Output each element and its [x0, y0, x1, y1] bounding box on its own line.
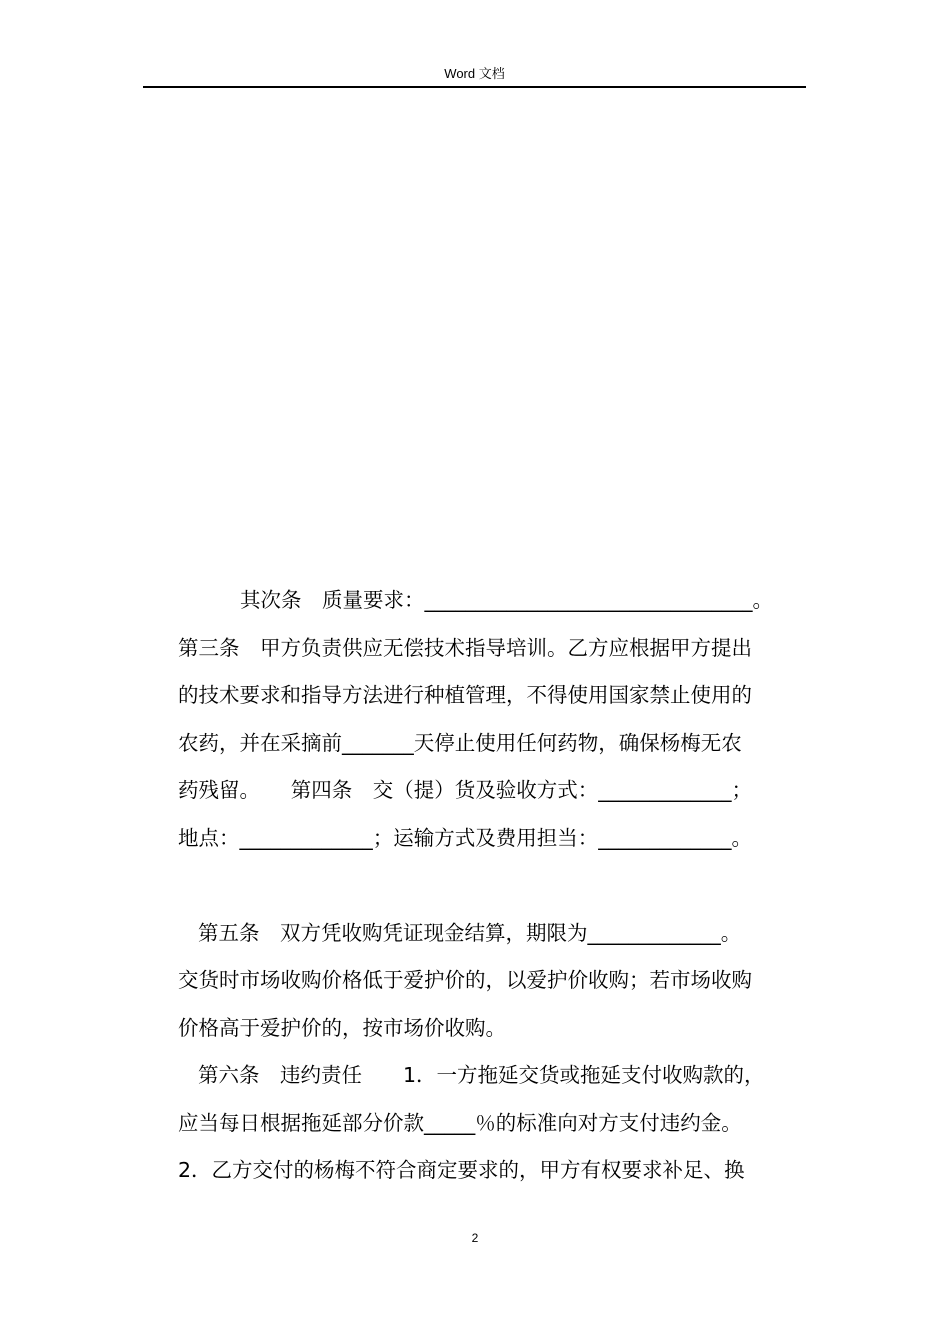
clause-5-line: 交货时市场收购价格低于爱护价的，以爱护价收购；若市场收购	[178, 968, 752, 992]
clause-5-line: 第五条 双方凭收购凭证现金结算，期限为_____________。	[198, 920, 742, 945]
clause-2-line: 其次条 质量要求：________________________________。	[240, 588, 773, 612]
clause-3-line: 农药，并在采摘前_______天停止使用任何药物，确保杨梅无农	[178, 730, 742, 755]
header-divider	[143, 86, 806, 88]
clause-6-line: 第六条 违约责任 1．一方拖延交货或拖延支付收购款的，	[198, 1063, 765, 1087]
clause-3-4-line: 药残留。 第四条 交（提）货及验收方式：_____________；	[178, 778, 752, 802]
clause-6-line: 应当每日根据拖延部分价款_____％的标准向对方支付违约金。	[178, 1110, 742, 1135]
clause-4-line: 地点：_____________；运输方式及费用担当：_____________。	[178, 825, 752, 850]
clause-5-line: 价格高于爱护价的，按市场价收购。	[178, 1015, 506, 1040]
clause-6-line: 2．乙方交付的杨梅不符合商定要求的，甲方有权要求补足、换	[178, 1158, 745, 1182]
clause-3-line: 第三条 甲方负责供应无偿技术指导培训。乙方应根据甲方提出	[178, 635, 752, 660]
page-header: Word 文档	[444, 66, 505, 81]
blank-line	[178, 862, 808, 910]
clause-3-line: 的技术要求和指导方法进行种植管理，不得使用国家禁止使用的	[178, 683, 752, 707]
page-number: 2	[471, 1231, 479, 1245]
document-body	[178, 577, 808, 1195]
